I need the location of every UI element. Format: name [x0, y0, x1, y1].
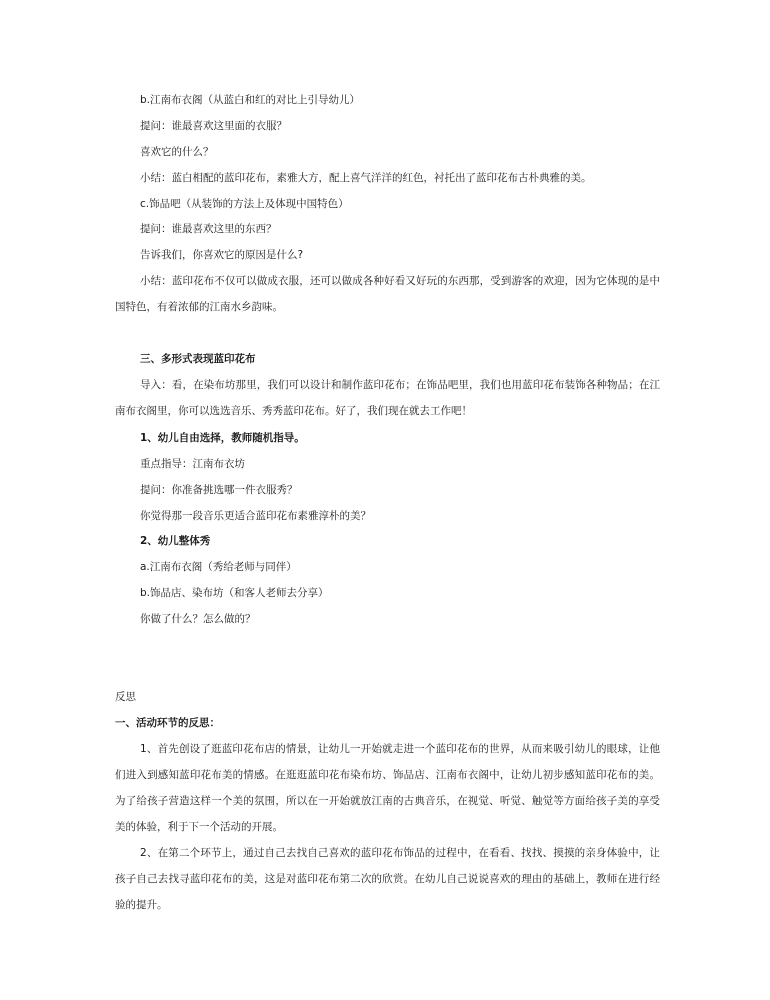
focus-guidance-line: 重点指导：江南布衣坊 [140, 458, 245, 470]
step-2-heading: 2、幼儿整体秀 [140, 535, 211, 547]
question-line: 提问：谁最喜欢这里面的衣服？ [140, 120, 287, 132]
subsection-c-title: c.饰品吧（从装饰的方法上及体现中国特色） [140, 198, 349, 210]
subsection-b-title: b.江南布衣阁（从蓝白和红的对比上引导幼儿） [140, 94, 361, 106]
reflection-paragraph-1: 1、首先创设了逛蓝印花布店的情景，让幼儿一开始就走进一个蓝印花布的世界，从而来吸引幼儿的眼球，让他们进入到感知蓝印花布美的情感。在逛逛蓝印花布染布坊、饰品店、江南布衣阁中，让幼儿初步感知蓝印花布的美。为了给孩子营造这样一个美的氛围，所以在一开始就放江南的古典音乐，在视觉、听觉、触觉等方面给孩子美的享受美的体验，利于下一个活动的开展。 [115, 743, 660, 833]
question-line: 你觉得那一段音乐更适合蓝印花布素雅淳朴的美？ [140, 510, 371, 522]
summary-paragraph: 小结：蓝印花布不仅可以做成衣服，还可以做成各种好看又好玩的东西那，受到游客的欢迎，因为它体现的是中国特色，有着浓郁的江南水乡韵味。 [115, 275, 660, 313]
summary-line: 小结：蓝白相配的蓝印花布，素雅大方，配上喜气洋洋的红色，衬托出了蓝印花布古朴典雅的美。 [140, 172, 592, 184]
subsection-a-line: a.江南布衣阁（秀给老师与同伴） [140, 561, 297, 573]
question-line: 喜欢它的什么？ [140, 146, 214, 158]
intro-paragraph: 导入：看，在染布坊那里，我们可以设计和制作蓝印花布；在饰品吧里，我们也用蓝印花布装饰各种物品；在江南布衣阁里，你可以选选音乐、秀秀蓝印花布。好了，我们现在就去工作吧！ [115, 379, 660, 417]
reflection-paragraph-2: 2、在第二个环节上，通过自己去找自己喜欢的蓝印花布饰品的过程中，在看看、找找、摸摸的亲身体验中，让孩子自己去找寻蓝印花布的美，这是对蓝印花布第二次的欣赏。在幼儿自己说说喜欢的理由的基础上，教师在进行经验的提升。 [115, 847, 660, 911]
subsection-b-line: b.饰品店、染布坊（和客人老师去分享） [140, 587, 329, 599]
question-line: 提问：谁最喜欢这里的东西？ [140, 223, 277, 235]
question-line: 提问：你准备挑选哪一件衣服秀？ [140, 484, 298, 496]
section-3-heading: 三、多形式表现蓝印花布 [140, 353, 256, 365]
reflection-title: 反思 [115, 691, 136, 703]
question-line: 你做了什么？怎么做的？ [140, 613, 256, 625]
reflection-subheading: 一、活动环节的反思： [115, 717, 220, 729]
question-line: 告诉我们，你喜欢它的原因是什么? [140, 249, 304, 261]
step-1-heading: 1、幼儿自由选择，教师随机指导。 [140, 432, 305, 444]
